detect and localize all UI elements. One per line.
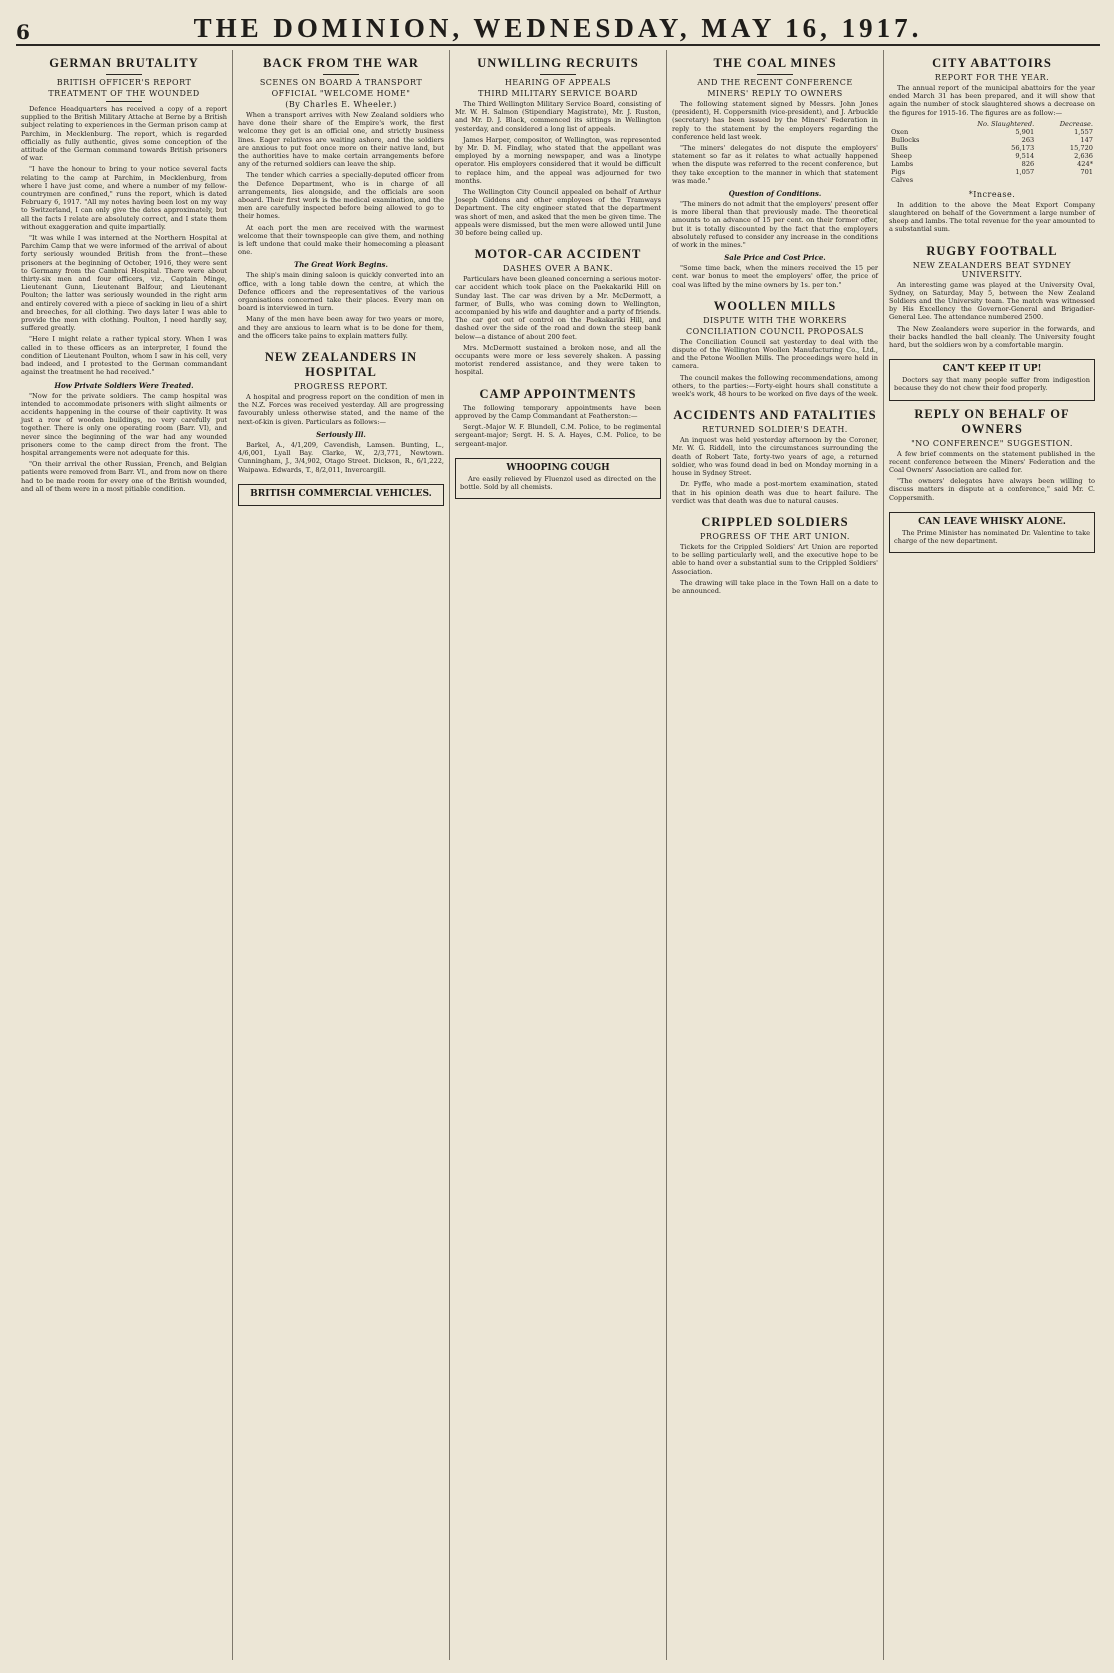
paragraph: The Wellington City Council appealed on behalf of Arthur Joseph Giddens and other employees of the Tramways Department. The city engineer stated that the department was short of men, and asked that the men be given time. The appeals were dismissed, but the men were allowed until June 30 before being called up. (455, 188, 661, 238)
subhead: DISPUTE WITH THE WORKERS (703, 315, 847, 325)
article-unwilling-recruits (455, 56, 661, 237)
advert-title: WHOOPING COUGH (506, 462, 610, 473)
page-number: 6 (16, 20, 30, 44)
headline: MOTOR-CAR ACCIDENT (474, 247, 642, 262)
table-row: Pigs 1,057 701 (891, 167, 1093, 176)
headline: THE COAL MINES (713, 56, 837, 70)
subhead: BRITISH OFFICER'S REPORT (56, 78, 192, 87)
column-3 (450, 50, 667, 1660)
paragraph: The following statement signed by Messrs. John Jones (president), H. Coppersmith (vice-president), and J. Arbuckle (secretary) has been issued by the Miners' Federation in reply to the statement by the employers regarding the conference held last week. (672, 100, 878, 141)
table-footnote: *Increase. (968, 189, 1016, 199)
paragraph: "The miners' delegates do not dispute the employers' statement so far as it relates to what actually happened when the dispute was referred to the recent conference, but they take exception to the manner in which that statement was made." (672, 144, 878, 185)
byline: (By Charles E. Wheeler.) (285, 100, 397, 109)
paragraph: The annual report of the municipal abattoirs for the year ended March 31 has been prepared, and it will show that again the number of stock slaughtered shows a decrease on the figures for 1915-16. The figures are as follow:— (889, 84, 1095, 117)
article-nz-in-hospital (238, 350, 444, 474)
subhead: SCENES ON BOARD A TRANSPORT (259, 78, 423, 87)
section-heading: The Great Work Begins. (294, 260, 388, 270)
headline: WOOLLEN MILLS (713, 298, 837, 313)
paragraph: "The owners' delegates have always been willing to discuss matters in dispute at a conference," said Mr. C. Coppersmith. (889, 477, 1095, 502)
advert (455, 458, 661, 499)
advert (889, 359, 1095, 400)
article-coal-mines (672, 56, 878, 289)
subhead: PROGRESS OF THE ART UNION. (700, 531, 850, 541)
advert (889, 512, 1095, 553)
paragraph: In addition to the above the Meat Export Company slaughtered on behalf of the Government a large number of sheep and lambs. The total revenue for the year amounted to a substantial sum. (889, 200, 1095, 234)
article-camp-appointments (455, 387, 661, 448)
advert-title: CAN'T KEEP IT UP! (942, 364, 1042, 375)
table-row: Oxen 5,901 1,557 (891, 127, 1093, 136)
paragraph: "Here I might relate a rather typical story. When I was called in to these officers as an interpreter, I found the condition of Lieutenant Poulton, whom I saw in his cell, very bad indeed, and I protested to the German commandant against the treatment he had received." (21, 335, 227, 377)
headline: CITY ABATTOIRS (932, 56, 1052, 70)
column-4 (667, 50, 884, 1660)
paragraph: "I have the honour to bring to your notice several facts relating to the camp at Parchim, in Mecklenburg, from where I have just come, and where a number of my fellow-countrymen are confined," runs the report, which is dated February 6, 1917. "All my notes having been lost on my way to Switzerland, I can only give the dates approximately, but all the facts I relate are absolutely correct, and I state them without exaggeration and quite impartially. (21, 165, 227, 231)
paragraph: The drawing will take place in the Town Hall on a date to be announced. (672, 578, 878, 595)
paragraph: The Conciliation Council sat yesterday to deal with the dispute of the Wellington Woollen Manufacturing Co., Ltd., and the Petone Woollen Mills. The proceedings were held in camera. (672, 337, 878, 371)
table-row: Lambs 826 424* (891, 159, 1093, 168)
paragraph: "It was while I was interned at the Northern Hospital at Parchim Camp that we were informed of the arrival of about forty seriously wounded British from the front—these prisoners at the beginning of October, 1916, they were sent to Germany from the Cambrai Hospital. There were about thirty-six men and four officers, viz., Captain Minge, Lieutenant Gunn, Lieutenant Balfour, and Lieutenant Poulton; the latter was seriously wounded in the right arm and entirely covered with a piece of sacking in lieu of a shirt and breeches, for all clothing. Two days later I was able to provide the men with clothing. Poulton, I need hardly say, suffered greatly. (21, 234, 227, 333)
advert-title: BRITISH COMMERCIAL VEHICLES. (250, 488, 432, 499)
headline: ACCIDENTS AND FATALITIES (673, 408, 877, 423)
subhead: AND THE RECENT CONFERENCE (697, 78, 853, 87)
advert-text: The Prime Minister has nominated Dr. Valentine to take charge of the new department. (894, 528, 1090, 546)
headline: CRIPPLED SOLDIERS (701, 514, 849, 529)
section-heading: How Private Soldiers Were Treated. (54, 380, 194, 390)
advert-british-vehicles (238, 484, 444, 506)
article-crippled-soldiers (672, 515, 878, 595)
subhead: CONCILIATION COUNCIL PROPOSALS (686, 326, 864, 336)
table-row: Bullocks 263 147 (891, 135, 1093, 144)
paragraph: Sergt.-Major W. F. Blundell, C.M. Police, to be regimental sergeant-major; Sergt. H. S. A. Hayes, C.M. Police, to be sergeant-major. (455, 423, 661, 448)
headline: RUGBY FOOTBALL (926, 243, 1058, 258)
subhead: TREATMENT OF THE WOUNDED (48, 89, 200, 98)
paragraph: The ship's main dining saloon is quickly converted into an office, with a long table down the centre, at which the Defence officers and the representatives of the various organisations concerned take their places. Every man on board is interviewed in turn. (238, 271, 444, 313)
paragraph: Particulars have been gleaned concerning a serious motor-car accident which took place on the Paekakariki Hill on Sunday last. The car was driven by a Mr. McDermott, a farmer, of Bulls, who was coming down to Wellington, accompanied by his wife and daughter and a party of friends. The car got out of control on the Paekakariki Hill, and dashed over the side of the road and down the steep bank below—a distance of about 200 feet. (455, 275, 661, 341)
article-reply-owners (889, 407, 1095, 502)
paragraph: "On their arrival the other Russian, French, and Belgian patients were removed from Barr. VI., and from now on there had to be made room for every one of the British wounded, and all of them were in a most pitiable condition. (21, 460, 227, 493)
paragraph: The council makes the following recommendations, among others, to the parties:—Forty-eight hours shall constitute a week's work, 48 hours to be worked on five days of the week. (672, 373, 878, 399)
table-header-row: No. Slaughtered. Decrease. (977, 119, 1093, 128)
paragraph: Mrs. McDermott sustained a broken nose, and all the occupants were more or less severely shaken. A passing motorist rendered assistance, and they were taken to hospital. (455, 343, 661, 377)
paragraph: "The miners do not admit that the employers' present offer is more liberal than that previously made. The theoretical amounts to an advance of 15 per cent. on their former offer, but it is totally discounted by the fact that the employers absolutely refused to consider any increase in the conditions of work in the mines." (672, 200, 878, 250)
paragraph: "Some time back, when the miners received the 15 per cent. war bonus to meet the employers' offer, the price of coal was lifted by the mine owners by 1s. per ton." (672, 264, 878, 289)
paragraph: A few brief comments on the statement published in the recent conference between the Miners' Federation and the Coal Owners' Association are called for. (889, 449, 1095, 475)
headline: BACK FROM THE WAR (263, 56, 419, 70)
subhead: PROGRESS REPORT. (294, 382, 388, 392)
subhead: MINERS' REPLY TO OWNERS (707, 89, 843, 98)
advert-text: Doctors say that many people suffer from indigestion because they do not chew their food properly. (894, 376, 1090, 393)
subhead: OFFICIAL "WELCOME HOME" (271, 89, 411, 98)
subhead: THIRD MILITARY SERVICE BOARD (478, 89, 638, 98)
paragraph: A hospital and progress report on the condition of men in the N.Z. Forces was received yesterday. All are progressing favourably unless otherwise stated, and the name of the next-of-kin is given. Particulars as follows:— (238, 393, 444, 426)
table-row: Bulls 56,173 15,720 (891, 143, 1093, 152)
article-woollen-mills (672, 299, 878, 398)
subhead: "NO CONFERENCE" SUGGESTION. (911, 438, 1073, 448)
paragraph: James Harper, compositor, of Wellington, was represented by Mr. D. M. Findlay, who stated that the appellant was employed by a morning newspaper, and was a linotype operator. His employers considered that it would be difficult to replace him, and the appeal was adjourned for two months. (455, 135, 661, 185)
advert-title: CAN LEAVE WHISKY ALONE. (918, 516, 1066, 527)
column-5 (884, 50, 1100, 1660)
article-city-abattoirs (889, 56, 1095, 234)
abattoirs-table (889, 120, 1095, 184)
newspaper-title: THE DOMINION, WEDNESDAY, MAY 16, 1917. (193, 13, 923, 43)
subhead: NEW ZEALANDERS BEAT SYDNEY UNIVERSITY. (912, 260, 1072, 279)
article-motorcar-accident (455, 247, 661, 376)
headline: REPLY ON BEHALF OF OWNERS (914, 406, 1070, 436)
paragraph: Defence Headquarters has received a copy of a report supplied to the British Military Attache at Berne by a British subject relating to experiences in the German prison camp at Parchim, in Mecklenburg. The report, which is regarded officially as fully authentic, gives some conception of the attitude of the German command towards British prisoners of war. (21, 105, 227, 163)
article-german-brutality (21, 56, 227, 493)
advert-text: Are easily relieved by Fluenzol used as directed on the bottle. Sold by all chemists. (460, 474, 656, 491)
paragraph: An inquest was held yesterday afternoon by the Coroner, Mr. W. G. Riddell, into the circumstances surrounding the death of Robert Tate, forty-two years of age, a returned soldier, who was found dead in bed on Monday morning in a house in Sydney Street. (672, 436, 878, 478)
paragraph: The following temporary appointments have been approved by the Camp Commandant at Featherston:— (455, 403, 661, 420)
paragraph: "Now for the private soldiers. The camp hospital was intended to accommodate prisoners with slight ailments or accidents happening in the course of their captivity. It was just a row of wooden buildings, no very carefully put together. There is only one operating room (Barr. VI), and never since the beginning of the war had any wounded prisoners come to the camp direct from the front. The hospital arrangements were not adequate for this. (21, 391, 227, 457)
paragraph: At each port the men are received with the warmest welcome that their townspeople can give them, and nothing is left undone that could make their homecoming a pleasant one. (238, 223, 444, 257)
paragraph: Barkel, A., 4/1,209, Cavendish, Lamsen. Bunting, L., 4/6,001, Lyall Bay. Clarke, W., 2/3,771, Newtown. Cunningham, J., 3/4,902, Otago Street. Dickson, R., 6/1,222, Waipawa. Edwards, T., 8/2,011, Invercargill. (238, 440, 444, 474)
article-back-from-war (238, 56, 444, 340)
subhead: HEARING OF APPEALS (504, 78, 612, 87)
headline: GERMAN BRUTALITY (49, 56, 199, 70)
section-heading: Sale Price and Cost Price. (724, 253, 826, 263)
paragraph: Many of the men have been away for two years or more, and they are anxious to learn what is to be done for them, and the officers take pains to explain matters fully. (238, 315, 444, 340)
paragraph: Dr. Fyffe, who made a post-mortem examination, stated that in his opinion death was due to heart failure. The verdict was that death was due to natural causes. (672, 480, 878, 505)
paragraph: The New Zealanders were superior in the forwards, and their backs handled the ball cleanly. The University fought hard, but the soldiers won by a comfortable margin. (889, 324, 1095, 350)
column-2 (233, 50, 450, 1660)
article-rugby (889, 244, 1095, 350)
section-heading: Question of Conditions. (728, 189, 822, 199)
table-row: Sheep 9,514 2,636 (891, 151, 1093, 160)
paragraph: Tickets for the Crippled Soldiers' Art Union are reported to be selling particularly well, and the executive hope to be able to hand over a substantial sum to the Crippled Soldiers' Association. (672, 542, 878, 576)
paragraph: The tender which carries a specially-deputed officer from the Defence Department, who is in charge of all arrangements, lies alongside, and the officials are soon aboard. Their first work is the medical examination, and the men are carefully inspected before being allowed to go to their homes. (238, 171, 444, 221)
columns (16, 50, 1100, 1660)
subhead: REPORT FOR THE YEAR. (934, 73, 1050, 82)
headline: UNWILLING RECRUITS (477, 56, 639, 70)
paragraph: An interesting game was played at the University Oval, Sydney, on Saturday, May 5, between the New Zealand Soldiers and the University team. The match was witnessed by His Excellency the Governor-General and Brigadier-General Lee. The attendance numbered 2500. (889, 280, 1095, 322)
table-row: Calves (891, 175, 914, 184)
subhead: RETURNED SOLDIER'S DEATH. (702, 425, 848, 435)
headline: CAMP APPOINTMENTS (479, 386, 637, 401)
paragraph: When a transport arrives with New Zealand soldiers who have done their share of the Empire's work, the first welcome they get is an official one, and strictly business lines. Eager relatives are waiting ashore, and the soldiers are anxious to put foot once more on their native land, but the authorities have to make certain arrangements before any of the returned soldiers can leave the ship. (238, 111, 444, 169)
article-accidents (672, 408, 878, 505)
masthead (16, 10, 1100, 46)
subhead: DASHES OVER A BANK. (502, 264, 614, 274)
column-1 (16, 50, 233, 1660)
headline: NEW ZEALANDERS IN HOSPITAL (264, 350, 418, 380)
section-heading: Seriously Ill. (316, 429, 366, 439)
paragraph: The Third Wellington Military Service Board, consisting of Mr. W. H. Salmon (Stipendiary Magistrate), Mr. J. Ruston, and Mr. D. J. Black, commenced its sittings in Wellington yesterday, and considered a long list of appeals. (455, 100, 661, 133)
